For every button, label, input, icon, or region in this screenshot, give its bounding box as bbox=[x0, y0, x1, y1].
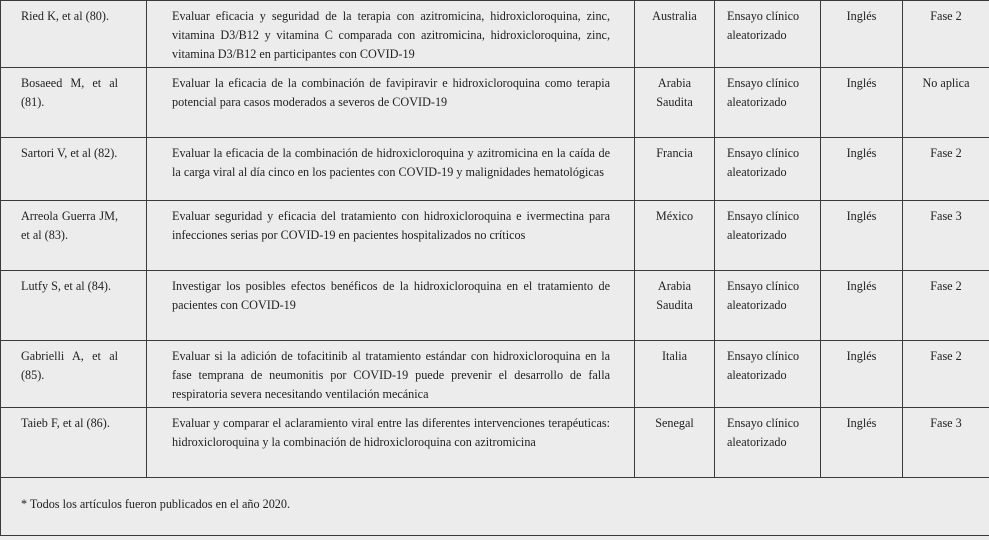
language-cell: Inglés bbox=[821, 68, 903, 138]
country-cell: Francia bbox=[635, 138, 715, 201]
language-cell: Inglés bbox=[821, 408, 903, 478]
table-row bbox=[1, 138, 989, 201]
language-cell: Inglés bbox=[821, 201, 903, 271]
objective-cell: Evaluar la eficacia de la combinación de favipiravir e hidroxicloroquina como terapia potencial para casos moderados a severos de COVID-19 bbox=[147, 68, 635, 138]
design-cell: Ensayo clínico aleatorizado bbox=[715, 68, 821, 138]
author-cell: Lutfy S, et al (84). bbox=[1, 271, 147, 341]
table-row bbox=[1, 341, 989, 408]
objective-cell: Evaluar seguridad y eficacia del tratamiento con hidroxicloroquina e ivermectina para infecciones serias por COVID-19 en pacientes hospitalizados no críticos bbox=[147, 201, 635, 271]
design-cell: Ensayo clínico aleatorizado bbox=[715, 138, 821, 201]
language-cell: Inglés bbox=[821, 341, 903, 408]
phase-cell: Fase 2 bbox=[903, 271, 989, 341]
language-cell: Inglés bbox=[821, 1, 903, 68]
objective-cell: Evaluar eficacia y seguridad de la terapia con azitromicina, hidroxicloroquina, zinc, vitamina D3/B12 y vitamina C comparada con azitromicina, hidroxicloroquina, zinc, vitamina D3/B12 en participantes con COVID-19 bbox=[147, 1, 635, 68]
country-cell: Italia bbox=[635, 341, 715, 408]
phase-cell: No aplica bbox=[903, 68, 989, 138]
phase-cell: Fase 3 bbox=[903, 201, 989, 271]
design-cell: Ensayo clínico aleatorizado bbox=[715, 201, 821, 271]
table-row bbox=[1, 408, 989, 478]
objective-cell: Evaluar si la adición de tofacitinib al tratamiento estándar con hidroxicloroquina en la fase temprana de neumonitis por COVID-19 puede prevenir el desarrollo de falla respiratoria severa necesitando ventilación mecánica bbox=[147, 341, 635, 408]
language-cell: Inglés bbox=[821, 138, 903, 201]
author-cell: Ried K, et al (80). bbox=[1, 1, 147, 68]
objective-cell: Evaluar la eficacia de la combinación de hidroxicloroquina y azitromicina en la caída de la carga viral al día cinco en los pacientes con COVID-19 y malignidades hematológicas bbox=[147, 138, 635, 201]
phase-cell: Fase 2 bbox=[903, 341, 989, 408]
table-row bbox=[1, 271, 989, 341]
footnote: * Todos los artículos fueron publicados en el año 2020. bbox=[1, 478, 989, 536]
phase-cell: Fase 3 bbox=[903, 408, 989, 478]
author-cell: Arreola Guerra JM, et al (83). bbox=[1, 201, 147, 271]
country-cell: Arabia Saudita bbox=[635, 68, 715, 138]
country-cell: México bbox=[635, 201, 715, 271]
table-row bbox=[1, 1, 989, 68]
author-cell: Gabrielli A, et al (85). bbox=[1, 341, 147, 408]
design-cell: Ensayo clínico aleatorizado bbox=[715, 341, 821, 408]
author-cell: Taieb F, et al (86). bbox=[1, 408, 147, 478]
author-cell: Sartori V, et al (82). bbox=[1, 138, 147, 201]
design-cell: Ensayo clínico aleatorizado bbox=[715, 408, 821, 478]
footnote-row bbox=[1, 478, 989, 536]
design-cell: Ensayo clínico aleatorizado bbox=[715, 1, 821, 68]
design-cell: Ensayo clínico aleatorizado bbox=[715, 271, 821, 341]
table-row bbox=[1, 68, 989, 138]
objective-cell: Investigar los posibles efectos benéficos de la hidroxicloroquina en el tratamiento de pacientes con COVID-19 bbox=[147, 271, 635, 341]
table-row bbox=[1, 201, 989, 271]
country-cell: Senegal bbox=[635, 408, 715, 478]
objective-cell: Evaluar y comparar el aclaramiento viral entre las diferentes intervenciones terapéuticas: hidroxicloroquina y la combinación de hidroxicloroquina con azitromicina bbox=[147, 408, 635, 478]
phase-cell: Fase 2 bbox=[903, 138, 989, 201]
country-cell: Australia bbox=[635, 1, 715, 68]
language-cell: Inglés bbox=[821, 271, 903, 341]
country-cell: Arabia Saudita bbox=[635, 271, 715, 341]
author-cell: Bosaeed M, et al (81). bbox=[1, 68, 147, 138]
phase-cell: Fase 2 bbox=[903, 1, 989, 68]
